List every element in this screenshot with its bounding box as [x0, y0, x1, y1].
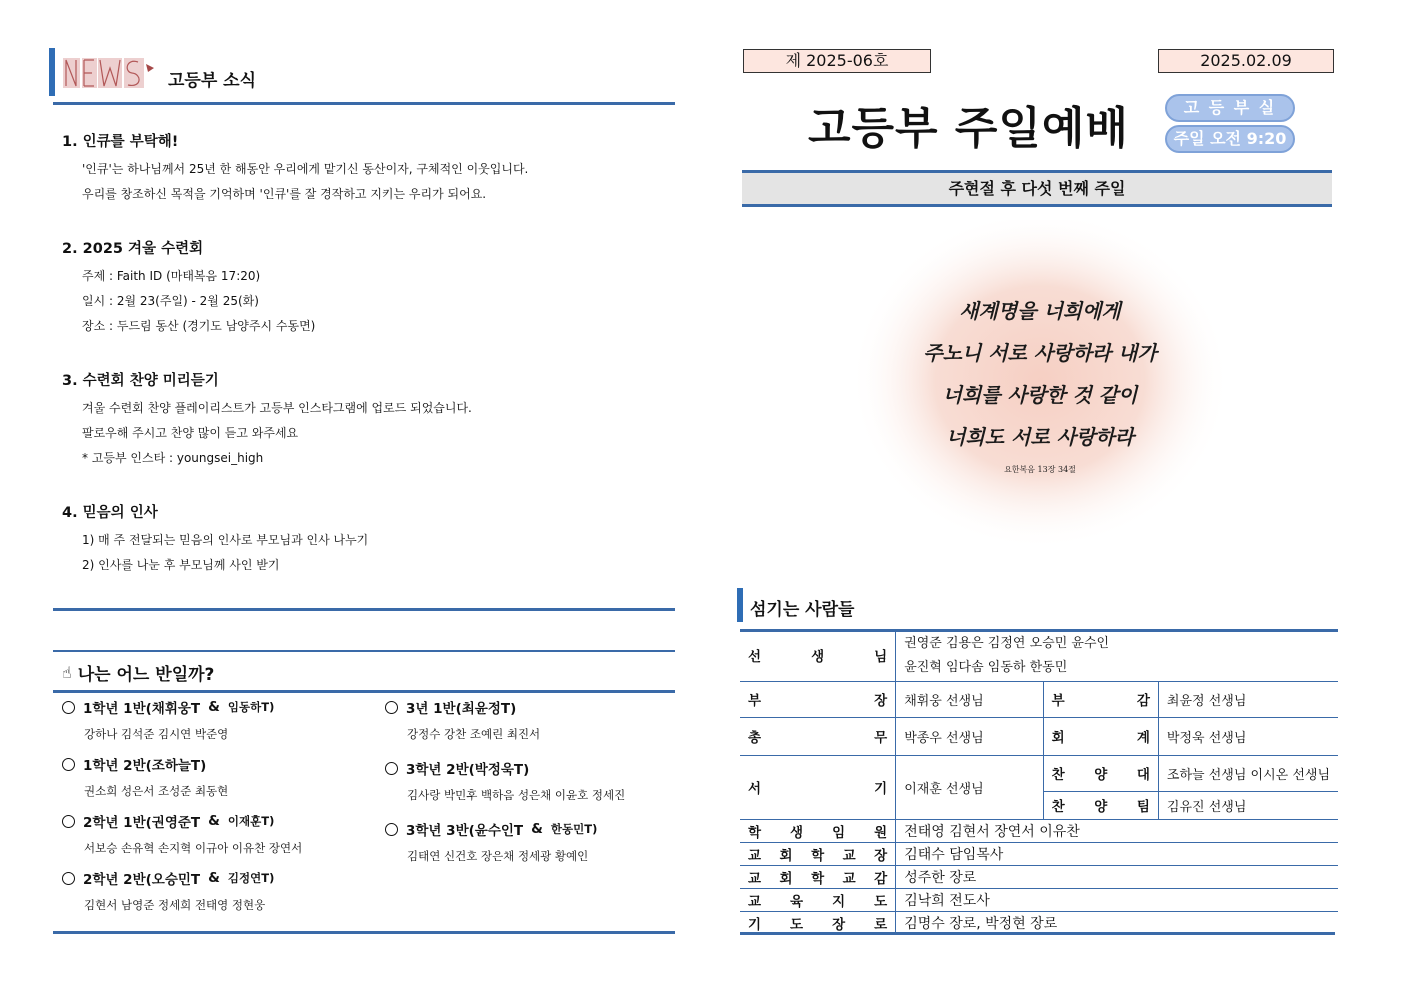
verse-line: 너희를 사랑한 것 같이 — [942, 383, 1138, 407]
news-item-line: 우리를 창조하신 목적을 기억하며 '인큐'를 잘 경작하고 지키는 우리가 되어요. — [82, 187, 487, 201]
circle-bullet-icon — [62, 758, 75, 771]
table-row — [740, 911, 1338, 934]
table-row — [740, 819, 1338, 842]
news-item — [62, 237, 672, 339]
news-footer-rule — [53, 608, 675, 611]
news-accent-bar — [49, 48, 55, 96]
staff-value: 박종우 선생님 — [896, 717, 1043, 755]
staff-label: 선 생 님 — [740, 629, 896, 681]
staff-label: 회 계 — [1043, 717, 1158, 755]
news-item — [62, 501, 672, 578]
staff-table-bottom-rule — [740, 932, 1335, 935]
place-badge: 고 등 부 실 — [1165, 94, 1295, 122]
staff-value: 김낙희 전도사 — [896, 888, 1338, 911]
news-list — [62, 130, 672, 608]
circle-bullet-icon — [385, 762, 398, 775]
class-members: 권소희 성은서 조성준 최동현 — [84, 784, 229, 798]
table-row — [740, 865, 1338, 888]
staff-value: 이재훈 선생님 — [896, 755, 1043, 819]
table-row — [740, 629, 1338, 681]
news-item-heading: 2. 2025 겨울 수련회 — [62, 241, 204, 257]
staff-value: 김유진 선생님 — [1158, 791, 1338, 819]
staff-value: 박정욱 선생님 — [1158, 717, 1338, 755]
verse-text — [840, 290, 1240, 482]
table-row — [740, 755, 1338, 791]
issue-number-box: 제 2025-06호 — [743, 49, 931, 73]
page-title: 고등부 주일예배 — [808, 103, 1129, 154]
staff-label: 교 육 지 도 — [740, 888, 896, 911]
verse-line: 새계명을 너희에게 — [959, 299, 1121, 323]
sunday-subtitle: 주현절 후 다섯 번째 주일 — [742, 170, 1332, 207]
class-footer-rule — [53, 931, 675, 934]
class-members: 김태연 신건호 장은채 정세광 황예인 — [407, 849, 589, 863]
class-item — [385, 758, 685, 803]
news-item — [62, 369, 672, 471]
class-label: 3학년 3반(윤수인T — [406, 823, 524, 839]
verse-line: 주노니 서로 사랑하라 내가 — [923, 341, 1157, 365]
class-label: 3년 1반(최윤정T) — [406, 701, 517, 717]
news-item-line: 장소 : 두드림 동산 (경기도 남양주시 수동면) — [82, 319, 316, 333]
circle-bullet-icon — [62, 815, 75, 828]
news-item-line: 주제 : Faith ID (마태복음 17:20) — [82, 269, 261, 283]
class-title-text: 나는 어느 반일까? — [77, 665, 215, 685]
class-item — [62, 754, 362, 799]
news-header-rule — [53, 102, 675, 105]
table-row — [740, 842, 1338, 865]
staff-label: 부 장 — [740, 681, 896, 717]
staff-table — [740, 629, 1338, 934]
class-section-title — [62, 660, 214, 685]
news-item-line: 2) 인사를 나눈 후 부모님께 사인 받기 — [82, 558, 280, 572]
class-members: 서보승 손유혁 손지혁 이규아 이유찬 장연서 — [84, 841, 303, 855]
staff-label: 교 회 학 교 장 — [740, 842, 896, 865]
news-logo — [62, 54, 158, 92]
class-label: 2학년 2반(오승민T — [83, 872, 201, 888]
news-item-heading: 1. 인큐를 부탁해! — [62, 134, 179, 150]
class-members: 김사랑 박민후 백하음 성은채 이윤호 정세진 — [407, 788, 626, 802]
class-list-left — [62, 697, 362, 925]
table-row — [740, 888, 1338, 911]
news-item-heading: 3. 수련회 찬양 미리듣기 — [62, 373, 219, 389]
news-item-line: 일시 : 2월 23(주일) - 2월 25(화) — [82, 294, 259, 308]
news-item-line: * 고등부 인스타 : youngsei_high — [82, 451, 264, 465]
staff-label: 찬 양 팀 — [1043, 791, 1158, 819]
news-item-line: '인큐'는 하나님께서 25년 한 해동안 우리에게 맡기신 동산이자, 구체적인 이웃입니다. — [82, 162, 529, 176]
staff-value: 김명수 장로, 박정현 장로 — [904, 915, 1058, 932]
circle-bullet-icon — [385, 701, 398, 714]
class-label: 1학년 2반(조하늘T) — [83, 758, 207, 774]
time-badge: 주일 오전 9:20 — [1165, 125, 1295, 153]
staff-value: 최윤정 선생님 — [1158, 681, 1338, 717]
staff-label: 부 감 — [1043, 681, 1158, 717]
news-item-line: 겨울 수련회 찬양 플레이리스트가 고등부 인스타그램에 업로드 되었습니다. — [82, 401, 472, 415]
staff-label: 기 도 장 로 — [740, 911, 896, 934]
date-box: 2025.02.09 — [1158, 49, 1334, 73]
circle-bullet-icon — [385, 823, 398, 836]
class-header-rule-bottom — [53, 690, 675, 693]
verse-reference: 요한복음 13장 34절 — [1004, 465, 1076, 474]
hand-pointer-icon: ☝ — [62, 663, 72, 682]
staff-value: 권영준 김용은 김정연 오승민 윤수인 윤진혁 임다솜 임동하 한동민 — [896, 629, 1338, 681]
verse-line: 너희도 서로 사랑하라 — [946, 425, 1134, 449]
class-members: 김현서 남영준 정세희 전태영 정현웅 — [84, 898, 266, 912]
class-list-right — [385, 697, 685, 876]
staff-value: 김태수 담임목사 — [896, 842, 1338, 865]
staff-label: 서 기 — [740, 755, 896, 819]
table-row — [740, 717, 1338, 755]
staff-label: 찬 양 대 — [1043, 755, 1158, 791]
circle-bullet-icon — [62, 872, 75, 885]
class-header-rule-top — [53, 650, 675, 652]
news-item-line: 1) 매 주 전달되는 믿음의 인사로 부모님과 인사 나누기 — [82, 533, 369, 547]
staff-label: 학 생 임 원 — [740, 819, 896, 842]
class-item — [385, 697, 685, 742]
news-title: 고등부 소식 — [168, 71, 257, 91]
class-label: 2학년 1반(권영준T — [83, 815, 201, 831]
class-members: 강정수 강찬 조예린 최진서 — [407, 727, 541, 741]
news-item — [62, 130, 672, 207]
class-item: 3학년 3반(윤수인T & 한동민T) 김태연 신건호 장은채 정세광 황예인 — [385, 819, 685, 864]
news-item-line: 팔로우해 주시고 찬양 많이 듣고 와주세요 — [82, 426, 299, 440]
staff-value: 조하늘 선생님 이시온 선생님 — [1158, 755, 1338, 791]
class-item: 2학년 2반(오승민T & 김정연T) 김현서 남영준 정세희 전태영 정현웅 — [62, 868, 362, 913]
staff-label: 교 회 학 교 감 — [740, 865, 896, 888]
staff-value: 채휘웅 선생님 — [896, 681, 1043, 717]
staff-title: 섬기는 사람들 — [750, 600, 855, 620]
class-item: 2학년 1반(권영준T & 이재훈T) 서보승 손유혁 손지혁 이규아 이유찬 장연서 — [62, 811, 362, 856]
class-members: 강하나 김석준 김시연 박준영 — [84, 727, 229, 741]
staff-label: 총 무 — [740, 717, 896, 755]
staff-value: 전태영 김현서 장연서 이유찬 — [896, 819, 1338, 842]
staff-value: 성주한 장로 — [896, 865, 1338, 888]
table-row — [740, 681, 1338, 717]
news-item-heading: 4. 믿음의 인사 — [62, 505, 158, 521]
class-item: 1학년 1반(채휘웅T & 임동하T) 강하나 김석준 김시연 박준영 — [62, 697, 362, 742]
staff-accent-bar — [737, 588, 743, 622]
class-label: 1학년 1반(채휘웅T — [83, 701, 201, 717]
class-label: 3학년 2반(박정욱T) — [406, 762, 530, 778]
circle-bullet-icon — [62, 701, 75, 714]
